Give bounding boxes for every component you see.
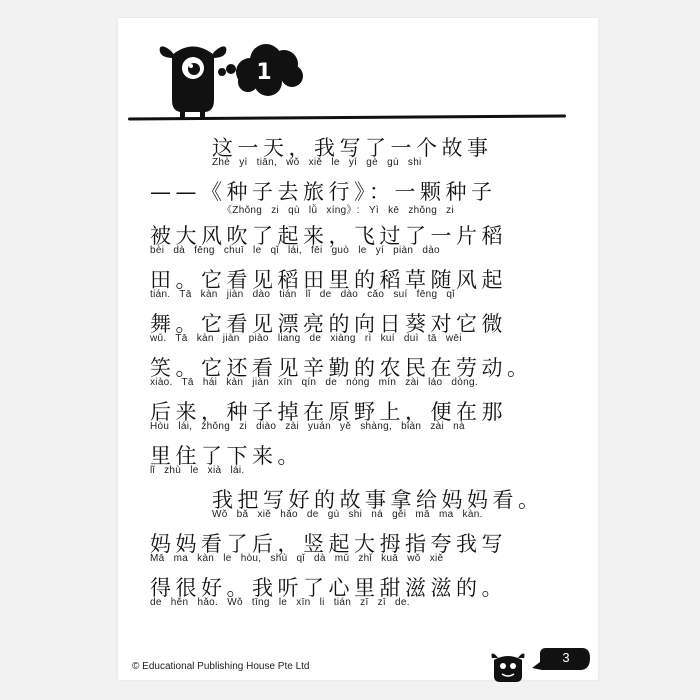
pinyin-line: wǔ. Tā kàn jiàn piào liang de xiàng rì kuí duì tā wēi	[150, 333, 462, 344]
story-text	[150, 130, 570, 614]
pinyin-line: de hěn hǎo. Wǒ tīng le xīn li tián zī zī de.	[150, 597, 410, 608]
text-line	[150, 482, 570, 526]
pinyin-line: bèi dà fēng chuī le qǐ lái, fēi guò le yí piàn dào	[150, 245, 440, 256]
hanzi-line: 妈妈看了后，竖起大拇指夸我写	[150, 532, 507, 556]
hanzi-line: 里住了下来。	[150, 444, 303, 468]
pinyin-line: 《Zhǒng zi qù lǚ xíng》: Yì kē zhǒng zi	[222, 205, 454, 216]
text-line	[150, 570, 570, 614]
text-line	[150, 174, 570, 218]
hanzi-line: 舞。它看见漂亮的向日葵对它微	[150, 312, 507, 336]
pinyin-line: Hòu lái, zhǒng zi diào zài yuán yě shàng, biàn zài nà	[150, 421, 465, 432]
hanzi-line: 田。它看见稻田里的稻草随风起	[150, 268, 507, 292]
page-number: 3	[562, 650, 570, 665]
pinyin-line: xiào. Tā hái kàn jiàn xīn qín de nóng mín zài láo dòng.	[150, 377, 478, 388]
text-line	[150, 438, 570, 482]
text-line	[150, 218, 570, 262]
hanzi-line: 我把写好的故事拿给妈妈看。	[212, 488, 544, 512]
hanzi-line: ——《种子去旅行》：一颗种子	[150, 180, 497, 204]
story-number-badge: 1	[256, 60, 272, 85]
pinyin-line: tián. Tā kàn jiàn dào tián lǐ de dào cǎo suí fēng qǐ	[150, 289, 455, 300]
text-line	[150, 394, 570, 438]
pinyin-line: lǐ zhù le xià lái.	[150, 465, 245, 476]
hanzi-line: 被大风吹了起来，飞过了一片稻	[150, 224, 507, 248]
hanzi-line: 笑。它还看见辛勤的农民在劳动。	[150, 356, 533, 380]
hanzi-line: 后来，种子掉在原野上，便在那	[150, 400, 507, 424]
pinyin-line: Mā ma kàn le hòu, shù qǐ dà mǔ zhǐ kuā wǒ xiě	[150, 553, 444, 564]
text-line	[150, 306, 570, 350]
text-line	[150, 130, 570, 174]
monster-footer-icon	[480, 640, 600, 685]
text-line	[150, 526, 570, 570]
hanzi-line: 得很好。我听了心里甜滋滋的。	[150, 576, 507, 600]
copyright-text: © Educational Publishing House Pte Ltd	[132, 661, 310, 672]
hanzi-line: 这一天，我写了一个故事	[212, 136, 493, 160]
monster-mascot-header	[0, 0, 700, 130]
text-line	[150, 350, 570, 394]
pinyin-line: Wǒ bǎ xiě hǎo de gù shi ná gěi mā ma kàn.	[212, 509, 483, 520]
text-line	[150, 262, 570, 306]
pinyin-line: Zhè yì tiān, wǒ xiě le yí gè gù shi	[212, 157, 422, 168]
